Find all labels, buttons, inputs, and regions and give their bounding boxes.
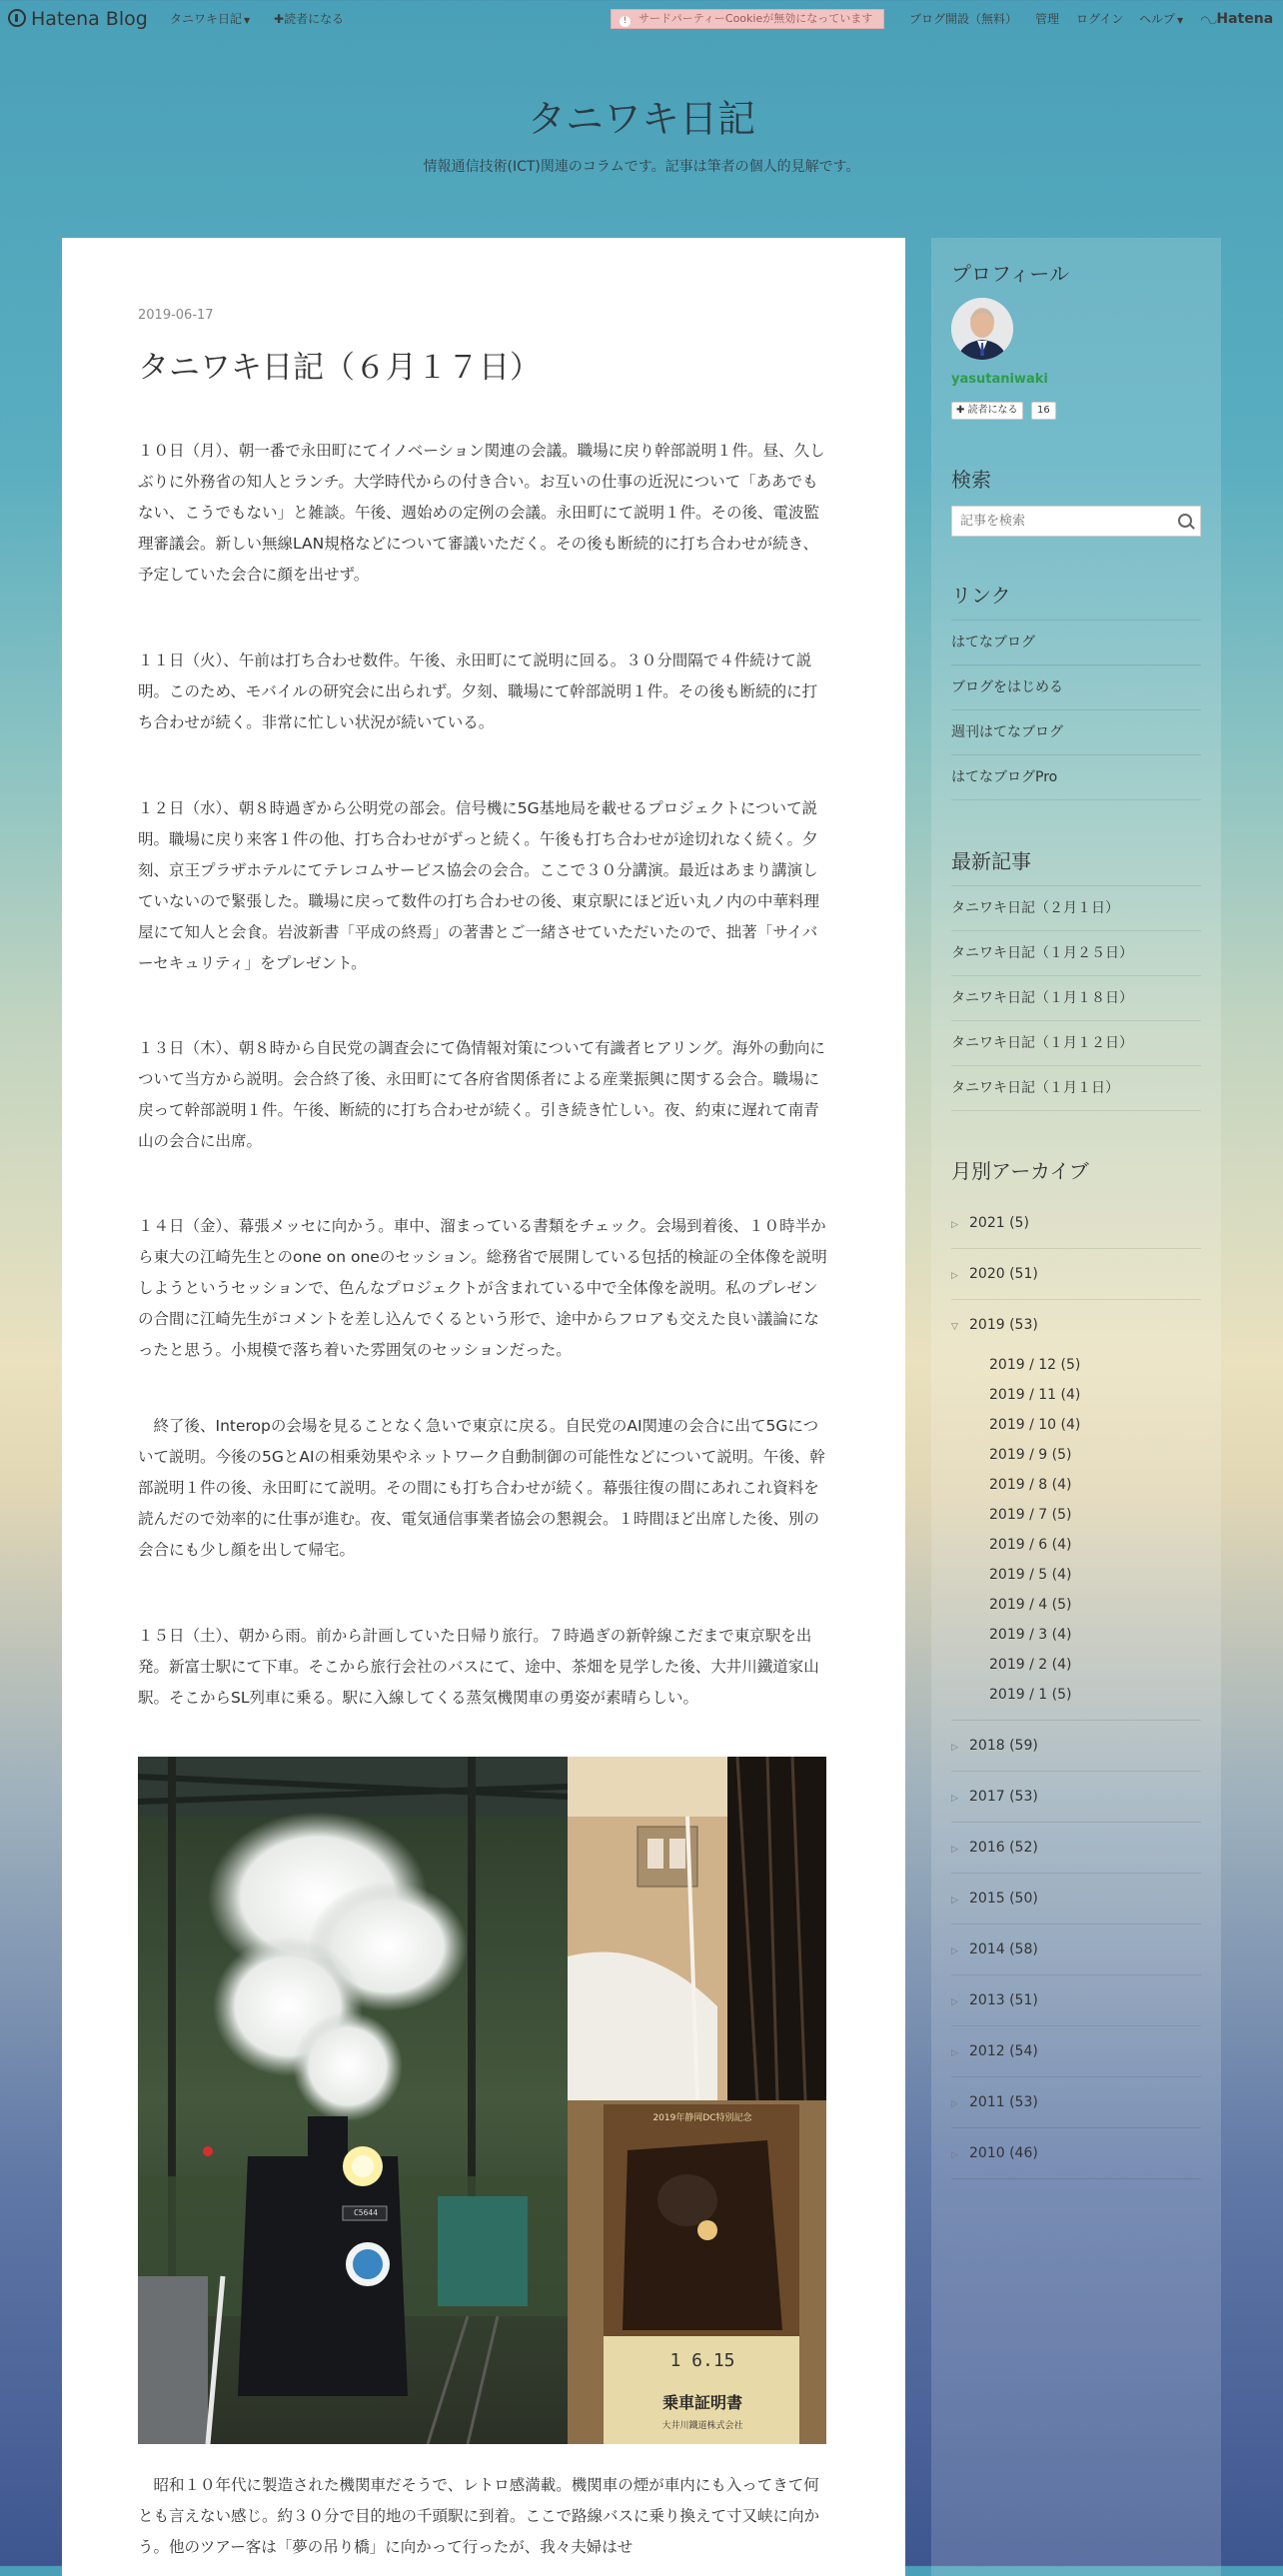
sidebar-link[interactable]: はてなブログ bbox=[951, 620, 1201, 665]
archive-year-2021[interactable]: ▷ 2021 (5) bbox=[951, 1198, 1201, 1249]
search-heading: 検索 bbox=[951, 468, 991, 492]
archive-month-link[interactable]: 2019 / 2 (4) bbox=[989, 1657, 1072, 1673]
steam-locomotive-photo[interactable] bbox=[138, 1757, 568, 2444]
entry-paragraph: １１日（火）、午前は打ち合わせ数件。午後、永田町にて説明に回る。３０分間隔で４件続けて説明。このため、モバイルの研究会に出られず。夕刻、職場にて幹部説明１件。その後も断続的に打ち合わせが続く。非常に忙しい状況が続いている。 bbox=[138, 651, 818, 731]
links-heading: リンク bbox=[951, 584, 1011, 608]
entry-date[interactable]: 2019-06-17 bbox=[138, 308, 214, 323]
entry-paragraph: １０日（月）、朝一番で永田町にてイノベーション関連の会議。職場に戻り幹部説明１件。昼、久しぶりに外務省の知人とランチ。大学時代からの付き合い。お互いの仕事の近況について「ああでもない、こうでもない」と雑談。午後、週始めの定例の会議。永田町にて説明１件。その後、電波監理審議会。新しい無線LAN規格などについて審議いただく。その後も断続的に打ち合わせが続き、予定していた会合に顔を出せず。 bbox=[138, 442, 825, 584]
chevron-right-icon: ▷ bbox=[951, 1271, 958, 1281]
archive-month-link[interactable]: 2019 / 8 (4) bbox=[989, 1477, 1072, 1493]
ride-certificate-photo[interactable] bbox=[568, 2100, 826, 2444]
sidebar-link[interactable]: ブログをはじめる bbox=[951, 665, 1201, 710]
archive-month-link[interactable]: 2019 / 10 (4) bbox=[989, 1417, 1081, 1433]
entry-paragraph: １３日（木）、朝８時から自民党の調査会にて偽情報対策について有識者ヒアリング。海外の動向について当方から説明。会合終了後、永田町にて各府省関係者による産業振興に関する会合。職場に戻って幹部説明１件。午後、断続的に打ち合わせが続く。引き続き忙しい。夜、約束に遅れて南青山の会合に出席。 bbox=[138, 1039, 825, 1150]
archive-year-2012[interactable]: ▷ 2012 (54) bbox=[951, 2026, 1201, 2077]
recent-entries-heading: 最新記事 bbox=[951, 849, 1031, 873]
chevron-right-icon: ▷ bbox=[951, 1794, 958, 1804]
subscriber-count[interactable]: 16 bbox=[1031, 402, 1056, 420]
archive-year-2019[interactable]: ▽ 2019 (53) bbox=[951, 1300, 1201, 1350]
archive-month-link[interactable]: 2019 / 12 (5) bbox=[989, 1357, 1081, 1373]
search-form bbox=[951, 506, 1201, 537]
ticket-date: 1 6.15 bbox=[669, 2350, 735, 2371]
chevron-right-icon: ▷ bbox=[951, 1997, 958, 2007]
entry-paragraph: １５日（土）、朝から雨。前から計画していた日帰り旅行。７時過ぎの新幹線こだまで東京駅を出発。新富士駅にて下車。そこから旅行会社のバスにて、途中、茶畑を見学した後、大井川鐵道家山駅。そこからSL列車に乗る。駅に入線してくる蒸気機関車の勇姿が素晴らしい。 bbox=[138, 1627, 819, 1707]
admin-link[interactable]: 管理 bbox=[1035, 12, 1060, 26]
train-interior-image bbox=[568, 1757, 826, 2100]
chevron-right-icon: ▷ bbox=[951, 1845, 958, 1855]
plus-icon: ✚ bbox=[956, 405, 968, 416]
entry-paragraph: １２日（水）、朝８時過ぎから公明党の部会。信号機に5G基地局を載せるプロジェクトについて説明。職場に戻り来客１件の他、打ち合わせがずっと続く。午後も打ち合わせが途切れなく続く。夕刻、京王プラザホテルにてテレコムサービス協会の会合。ここで３０分講演。最近はあまり講演していないので緊張した。職場に戻って数件の打ち合わせの後、東京駅にほど近い丸ノ内の中華料理屋にて知人と会食。岩波新書「平成の終焉」の著書とご一緒させていただいたので、拙著「サイバーセキュリティ」をプレゼント。 bbox=[138, 799, 820, 972]
archive-year-2013[interactable]: ▷ 2013 (51) bbox=[951, 1975, 1201, 2026]
archive-year-2018[interactable]: ▷ 2018 (59) bbox=[951, 1721, 1201, 1772]
links-list bbox=[951, 620, 1201, 800]
ticket-title: 乗車証明書 bbox=[661, 2393, 742, 2412]
help-dropdown[interactable]: ヘルプ ▼ bbox=[1139, 12, 1184, 26]
recent-entry-link[interactable]: タニワキ日記（１月１２日） bbox=[951, 1021, 1201, 1066]
archive-month-link[interactable]: 2019 / 7 (5) bbox=[989, 1507, 1072, 1523]
archive-months-2019 bbox=[951, 1350, 1201, 1721]
chevron-right-icon: ▷ bbox=[951, 1896, 958, 1906]
hatena-blog-label: Hatena Blog bbox=[31, 8, 148, 30]
profile-heading: プロフィール bbox=[951, 262, 1069, 286]
chevron-right-icon: ▷ bbox=[951, 2048, 958, 2058]
ticket-company: 大井川鐵道株式会社 bbox=[661, 2421, 743, 2431]
chevron-right-icon: ▷ bbox=[951, 1946, 958, 1956]
hatena-blog-logo[interactable] bbox=[8, 0, 148, 38]
search-input[interactable] bbox=[952, 507, 1168, 536]
search-icon[interactable] bbox=[1178, 514, 1192, 528]
ticket-header: 2019年静岡DC特別記念 bbox=[652, 2113, 752, 2123]
blog-menu-dropdown[interactable]: タニワキ日記 ▼ bbox=[170, 12, 251, 26]
train-interior-photo[interactable] bbox=[568, 1757, 826, 2100]
archive-month-link[interactable]: 2019 / 5 (4) bbox=[989, 1567, 1072, 1583]
plus-icon: ✚ bbox=[274, 12, 285, 26]
entry-paragraph: 昭和１０年代に製造された機関車だそうで、レトロ感満載。機関車の煙が車内にも入ってきて何とも言えない感じ。約３０分で目的地の千頭駅に到着。ここで路線バスに乗り換えて寸又峡に向かう。他のツアー客は「夢の吊り橋」に向かって行ったが、我々夫婦はせ bbox=[138, 2476, 820, 2556]
archive-heading: 月別アーカイブ bbox=[951, 1159, 1089, 1183]
archive-year-2020[interactable]: ▷ 2020 (51) bbox=[951, 1249, 1201, 1300]
archive-year-2016[interactable]: ▷ 2016 (52) bbox=[951, 1823, 1201, 1874]
blog-title[interactable]: タニワキ日記 bbox=[527, 97, 755, 141]
create-blog-link[interactable]: ブログ開設（無料） bbox=[909, 12, 1018, 26]
global-header bbox=[0, 0, 1283, 38]
entry-paragraph: １４日（金）、幕張メッセに向かう。車中、溜まっている書類をチェック。会場到着後、１０時半から東大の江崎先生とのone on oneのセッション。総務省で展開している包括的検証の全体像を説明しようというセッションで、色んなプロジェクトが含まれている中で全体像を説明。私のプレゼンの合間に江崎先生がコメントを差し込んでくるという形で、途中からフロアも交えた良い議論になったと思う。小規模で落ち着いた雰囲気のセッションだった。 bbox=[138, 1217, 827, 1359]
archive-month-link[interactable]: 2019 / 11 (4) bbox=[989, 1387, 1081, 1403]
info-icon: ! bbox=[620, 16, 631, 27]
entry-paragraph: 終了後、Interopの会場を見ることなく急いで東京に戻る。自民党のAI関連の会合に出て5Gについて説明。今後の5GとAIの相乗効果やネットワーク自動制御の可能性などについて説明。午後、幹部説明１件の後、永田町にて説明。その間にも打ち合わせが続く。幕張往復の間にあれこれ資料を読んだので効率的に仕事が進む。夜、電気通信事業者協会の懇親会。１時間ほど出席した後、別の会合にも少し顔を出して帰宅。 bbox=[138, 1417, 825, 1559]
chevron-down-icon: ▽ bbox=[951, 1322, 958, 1332]
cookie-warning-banner[interactable]: ! サードパーティーCookieが無効になっています bbox=[611, 9, 884, 29]
hatena-mark-icon: ◠◡ bbox=[1201, 15, 1217, 26]
recent-entry-link[interactable]: タニワキ日記（１月１日） bbox=[951, 1066, 1201, 1111]
subscribe-link[interactable]: ✚読者になる bbox=[274, 12, 345, 26]
archive-year-2010[interactable]: ▷ 2010 (46) bbox=[951, 2128, 1201, 2179]
chevron-right-icon: ▷ bbox=[951, 2099, 958, 2109]
recent-entry-link[interactable]: タニワキ日記（１月２５日） bbox=[951, 931, 1201, 976]
archive-year-2017[interactable]: ▷ 2017 (53) bbox=[951, 1772, 1201, 1823]
login-link[interactable]: ログイン bbox=[1076, 12, 1124, 26]
sidebar-link[interactable]: 週刊はてなブログ bbox=[951, 710, 1201, 755]
steam-locomotive-image bbox=[138, 1757, 568, 2444]
recent-entries-list bbox=[951, 885, 1201, 1111]
archive-year-2015[interactable]: ▷ 2015 (50) bbox=[951, 1874, 1201, 1925]
caret-down-icon: ▼ bbox=[244, 16, 251, 25]
archive-list bbox=[951, 1198, 1201, 2179]
archive-year-2014[interactable]: ▷ 2014 (58) bbox=[951, 1925, 1201, 1975]
recent-entry-link[interactable]: タニワキ日記（１月１８日） bbox=[951, 976, 1201, 1021]
profile-avatar[interactable] bbox=[951, 298, 1013, 360]
entry-card bbox=[62, 238, 905, 2576]
archive-month-link[interactable]: 2019 / 9 (5) bbox=[989, 1447, 1072, 1463]
subscribe-button[interactable]: ✚ 読者になる bbox=[951, 402, 1023, 420]
chevron-right-icon: ▷ bbox=[951, 2150, 958, 2160]
caret-down-icon: ▼ bbox=[1177, 16, 1184, 25]
loco-number-plate: C5644 bbox=[353, 2208, 379, 2217]
sidebar bbox=[931, 238, 1221, 2576]
hatena-logo[interactable]: ◠◡Hatena bbox=[1201, 11, 1274, 27]
chevron-right-icon: ▷ bbox=[951, 1743, 958, 1753]
archive-month-link[interactable]: 2019 / 1 (5) bbox=[989, 1687, 1072, 1703]
archive-month-link[interactable]: 2019 / 3 (4) bbox=[989, 1627, 1072, 1643]
archive-year-2011[interactable]: ▷ 2011 (53) bbox=[951, 2077, 1201, 2128]
entry-title[interactable]: タニワキ日記（６月１７日） bbox=[138, 350, 541, 386]
archive-month-link[interactable]: 2019 / 4 (5) bbox=[989, 1597, 1072, 1613]
avatar-image bbox=[951, 298, 1013, 360]
profile-name-link[interactable]: yasutaniwaki bbox=[951, 372, 1048, 387]
archive-month-link[interactable]: 2019 / 6 (4) bbox=[989, 1537, 1072, 1553]
chevron-right-icon: ▷ bbox=[951, 1220, 958, 1230]
sidebar-link[interactable]: はてなブログPro bbox=[951, 755, 1201, 800]
blog-description: 情報通信技術(ICT)関連のコラムです。記事は筆者の個人的見解です。 bbox=[423, 159, 860, 175]
recent-entry-link[interactable]: タニワキ日記（２月１日） bbox=[951, 885, 1201, 931]
hatena-blog-logo-icon bbox=[8, 9, 26, 27]
